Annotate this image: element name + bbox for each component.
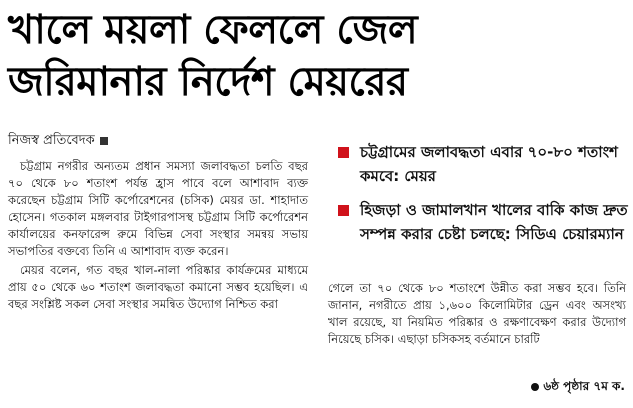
highlight-text: চট্টগ্রামের জলাবদ্ধতা এবার ৭০-৮০ শতাংশ কমবে: মেয়র bbox=[360, 143, 618, 185]
red-square-bullet-icon bbox=[338, 147, 349, 158]
highlight-item bbox=[338, 140, 630, 188]
highlights-box bbox=[338, 140, 630, 256]
headline bbox=[8, 4, 628, 108]
paragraph-2: মেয়র বলেন, গত বছর খাল-নালা পরিষ্কার কার্যক্রমের মাধ্যমে প্রায় ৫০ থেকে ৬০ শতাংশ জলাবদ্ধতা কমানো সম্ভব হয়েছিল। এ বছর সংশ্লিষ্ট সকল সেবা সংস্থার সমন্বিত উদ্যোগ নিশ্চিত করা bbox=[8, 263, 308, 311]
article-column-left bbox=[8, 158, 308, 313]
bullet-dot-icon bbox=[531, 383, 539, 391]
highlight-item bbox=[338, 198, 630, 246]
continuation-text: ৬ষ্ঠ পৃষ্ঠার ৭ম ক. bbox=[543, 379, 625, 393]
article-column-right bbox=[328, 280, 626, 348]
red-square-bullet-icon bbox=[338, 205, 349, 216]
byline-text: নিজস্ব প্রতিবেদক bbox=[8, 133, 95, 148]
headline-line-1: খালে ময়লা ফেললে জেল bbox=[8, 7, 418, 53]
highlight-text: হিজড়া ও জামালখান খালের বাকি কাজ দ্রুত সম্পন্ন করার চেষ্টা চলছে: সিডিএ চেয়ারম্যান bbox=[360, 201, 628, 243]
paragraph-3: গেলে তা ৭০ থেকে ৮০ শতাংশে উন্নীত করা সম্ভব হবে। তিনি জানান, নগরীতে প্রায় ১,৬০০ কিলোমিটার ড্রেন এবং অসংখ্য খাল রয়েছে, যা নিয়মিত পরিষ্কার ও রক্ষণাবেক্ষণ করার উদ্যোগ নিয়েছে চসিক। এছাড়া চসিকসহ বর্তমানে চারটি bbox=[328, 281, 626, 346]
headline-line-2: জরিমানার নির্দেশ মেয়রের bbox=[8, 59, 408, 105]
paragraph-1: চট্টগ্রাম নগরীর অন্যতম প্রধান সমস্যা জলাবদ্ধতা চলতি বছর ৭০ থেকে ৮০ শতাংশ পর্যন্ত হ্রাস পাবে বলে আশাবাদ ব্যক্ত করেছেন চট্টগ্রাম সিটি কর্পোরেশনের (চসিক) মেয়র ডা. শাহাদাত হোসেন। গতকাল মঙ্গলবার টাইগারপাসস্থ চট্টগ্রাম সিটি কর্পোরেশন কার্যালয়ের কনফারেন্স রুমে বিভিন্ন সেবা সংস্থার সমন্বয় সভায় সভাপতির বক্তব্যে তিনি এ আশাবাদ ব্যক্ত করেন। bbox=[8, 159, 308, 258]
byline-square-icon bbox=[100, 137, 108, 145]
continuation-note bbox=[531, 378, 625, 398]
byline bbox=[8, 131, 108, 152]
